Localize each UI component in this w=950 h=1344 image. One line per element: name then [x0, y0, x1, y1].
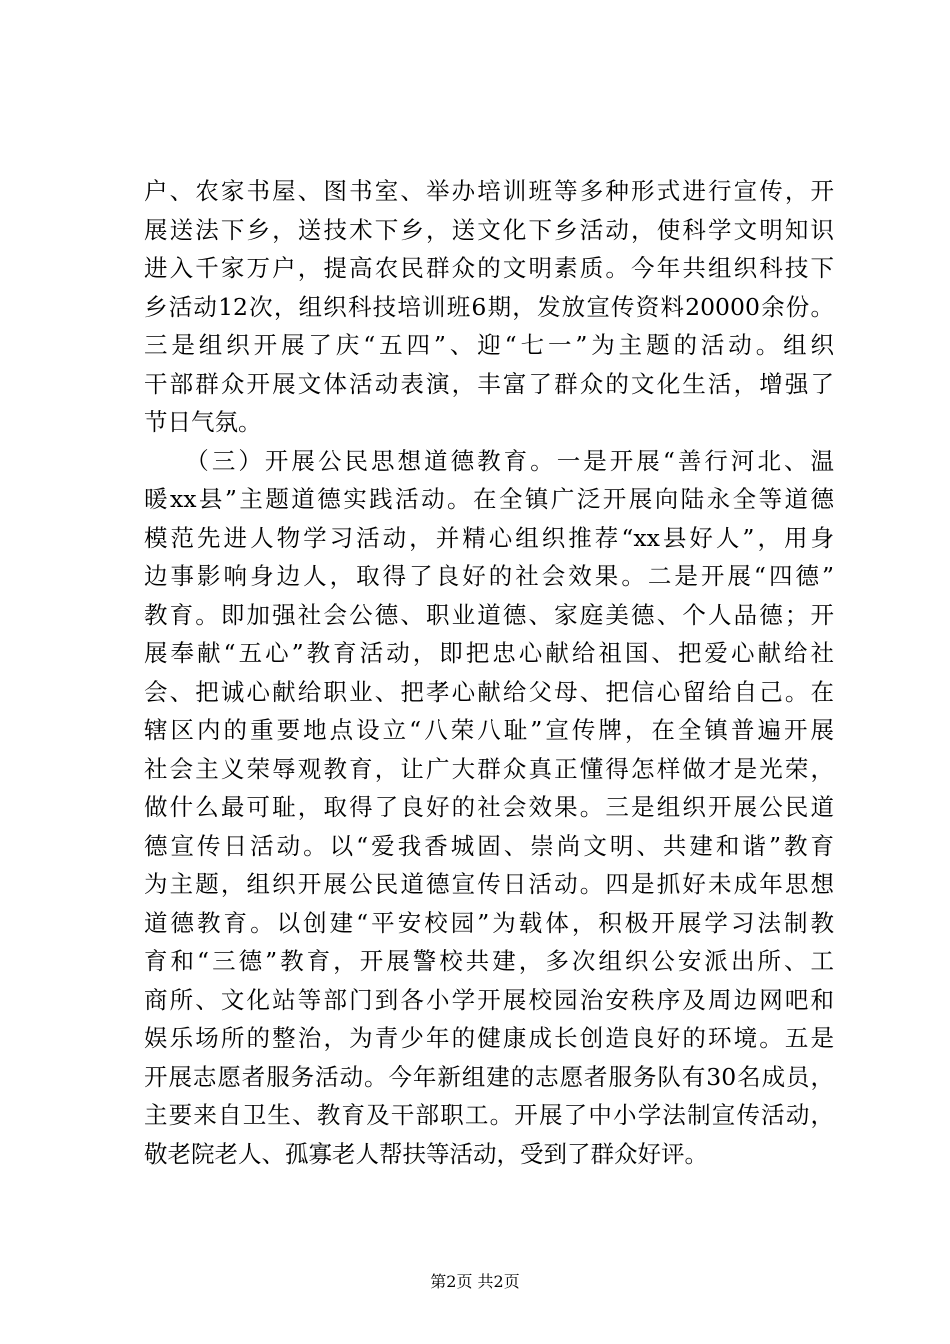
text-line: 展奉献“五心”教育活动，即把忠心献给祖国、把爱心献给社 [144, 639, 834, 667]
text-line: 德宣传日活动。以“爱我香城固、崇尚文明、共建和谐”教育 [144, 831, 834, 860]
text-line: 做什么最可耻，取得了良好的社会效果。三是组织开展公民道 [144, 793, 834, 821]
text-line: 进入千家万户，提高农民群众的文明素质。今年共组织科技下 [144, 254, 834, 282]
text-line: 为主题，组织开展公民道德宣传日活动。四是抓好未成年思想 [144, 870, 834, 898]
text-line: 道德教育。以创建“平安校园”为载体，积极开展学习法制教 [144, 908, 834, 937]
text-line: 商所、文化站等部门到各小学开展校园治安秩序及周边网吧和 [144, 985, 834, 1014]
text-line: 社会主义荣辱观教育，让广大群众真正懂得怎样做才是光荣， [144, 754, 834, 783]
text-line: 乡活动12次，组织科技培训班6期，发放宣传资料20000余份。 [144, 292, 834, 321]
text-line: 娱乐场所的整治，为青少年的健康成长创造良好的环境。五是 [144, 1024, 834, 1052]
text-line: 暖xx县”主题道德实践活动。在全镇广泛开展向陆永全等道德 [144, 485, 834, 513]
text-line: 主要来自卫生、教育及干部职工。开展了中小学法制宣传活动， [144, 1101, 834, 1129]
text-line: 干部群众开展文体活动表演，丰富了群众的文化生活，增强了 [144, 369, 834, 398]
text-line: 辖区内的重要地点设立“八荣八耻”宣传牌，在全镇普遍开展 [144, 716, 834, 744]
text-line: 节日气氛。 [144, 408, 262, 436]
text-line: （三）开展公民思想道德教育。一是开展“善行河北、温 [144, 446, 834, 475]
document-body [144, 172, 834, 1173]
text-line: 开展志愿者服务活动。今年新组建的志愿者服务队有30名成员， [144, 1062, 834, 1091]
text-line: 展送法下乡，送技术下乡，送文化下乡活动，使科学文明知识 [144, 215, 834, 244]
text-line: 户、农家书屋、图书室、举办培训班等多种形式进行宣传，开 [144, 177, 834, 205]
text-line: 三是组织开展了庆“五四”、迎“七一”为主题的活动。组织 [144, 331, 834, 359]
page-number-footer: 第2页 共2页 [430, 1272, 520, 1291]
text-line: 教育。即加强社会公德、职业道德、家庭美德、个人品德；开 [144, 600, 834, 629]
text-line: 会、把诚心献给职业、把孝心献给父母、把信心留给自己。在 [144, 677, 834, 706]
text-line: 育和“三德”教育，开展警校共建，多次组织公安派出所、工 [144, 947, 834, 975]
text-line: 敬老院老人、孤寡老人帮扶等活动，受到了群众好评。 [144, 1139, 708, 1168]
text-line: 模范先进人物学习活动，并精心组织推荐“xx县好人”，用身 [144, 523, 834, 552]
text-line: 边事影响身边人，取得了良好的社会效果。二是开展“四德” [144, 562, 834, 590]
